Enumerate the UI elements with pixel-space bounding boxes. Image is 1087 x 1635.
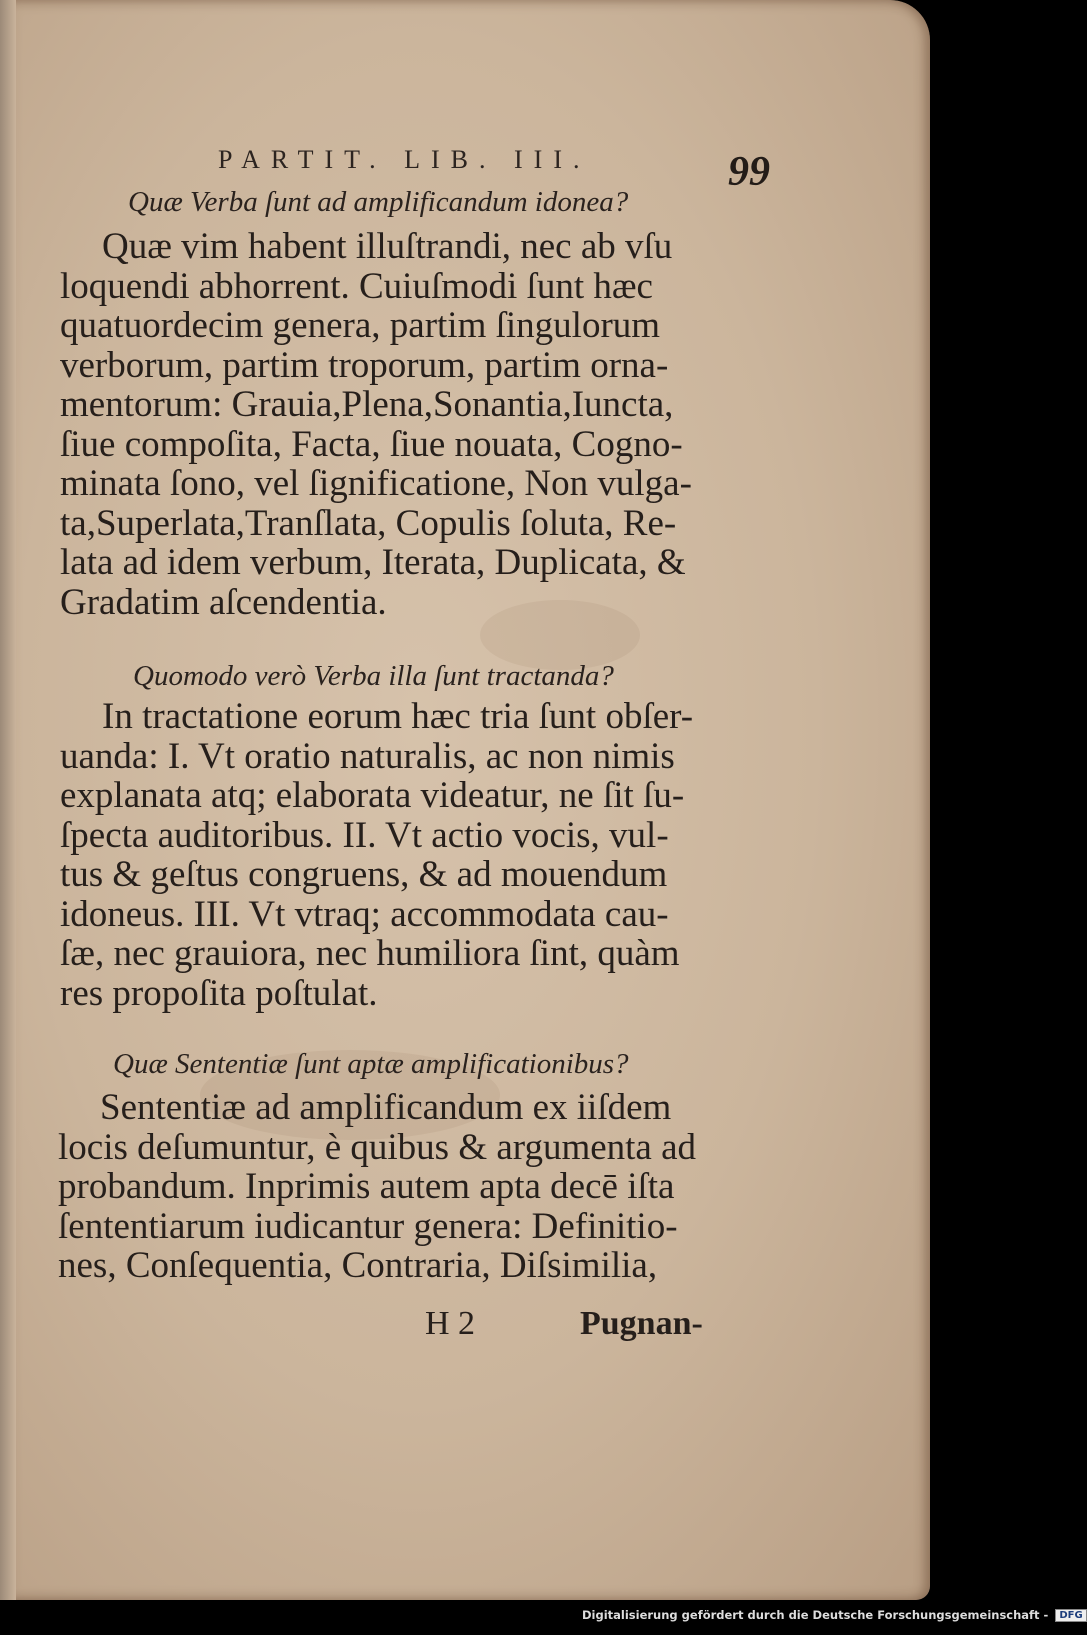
text-line: tus & geſtus congruens, & ad mouendum (60, 854, 668, 895)
text-line: probandum. Inprimis autem apta decē iſta (58, 1166, 675, 1207)
credit-text: Digitalisierung gefördert durch die Deutsche Forschungsgemeinschaft - (582, 1608, 1049, 1622)
question-heading-1: Quæ Verba ſunt ad amplificandum idonea? (128, 186, 629, 218)
dfg-logo: DFG (1055, 1609, 1086, 1622)
text-line: Quæ vim habent illuſtrandi, nec ab vſu (102, 226, 673, 267)
text-line: res propoſita poſtulat. (60, 972, 378, 1014)
signature-mark: H 2 (425, 1305, 476, 1342)
digitization-credit (582, 1608, 1083, 1622)
text-line: locis deſumuntur, è quibus & argumenta ad (58, 1126, 697, 1168)
text-line: verborum, partim troporum, partim orna- (60, 344, 669, 386)
question-heading-3: Quæ Sententiæ ſunt aptæ amplificationibus? (113, 1048, 629, 1080)
running-head: PARTIT. LIB. III. (218, 145, 591, 174)
text-line: nes, Conſequentia, Contraria, Diſsimilia, (58, 1245, 658, 1286)
paragraph-3 (58, 1088, 738, 1286)
page-number: 99 (728, 149, 770, 195)
text-line: explanata atq; elaborata videatur, ne ſit ſu- (60, 775, 685, 816)
paragraph-2 (60, 697, 740, 1013)
text-line: ſententiarum iudicantur genera: Definitio- (58, 1205, 678, 1247)
paragraph-1 (60, 227, 740, 622)
text-line: loquendi abhorrent. Cuiuſmodi ſunt hæc (60, 265, 653, 307)
text-line: ſæ, nec grauiora, nec humiliora ſint, quàm (60, 933, 680, 974)
text-line: Sententiæ ad amplificandum ex iiſdem (100, 1087, 672, 1128)
text-line: uanda: I. Vt oratio naturalis, ac non nimis (60, 735, 675, 777)
text-line: Gradatim aſcendentia. (60, 581, 387, 623)
text-line: idoneus. III. Vt vtraq; accommodata cau- (60, 893, 669, 935)
text-line: ſiue compoſita, Facta, ſiue nouata, Cogno- (60, 423, 683, 465)
text-line: lata ad idem verbum, Iterata, Duplicata, & (60, 542, 686, 583)
text-line: ſpecta auditoribus. II. Vt actio vocis, vul- (60, 814, 669, 856)
text-line: ta,Superlata,Tranſlata, Copulis ſoluta, Re- (60, 502, 677, 544)
catchword: Pugnan- (580, 1305, 703, 1342)
text-line: quatuordecim genera, partim ſingulorum (60, 305, 661, 346)
text-line: In tractatione eorum hæc tria ſunt obſer- (102, 696, 694, 737)
text-line: mentorum: Grauia,Plena,Sonantia,Iuncta, (60, 384, 674, 425)
text-line: minata ſono, vel ſignificatione, Non vulga- (60, 463, 692, 504)
question-heading-2: Quomodo verò Verba illa ſunt tractanda? (133, 660, 614, 692)
